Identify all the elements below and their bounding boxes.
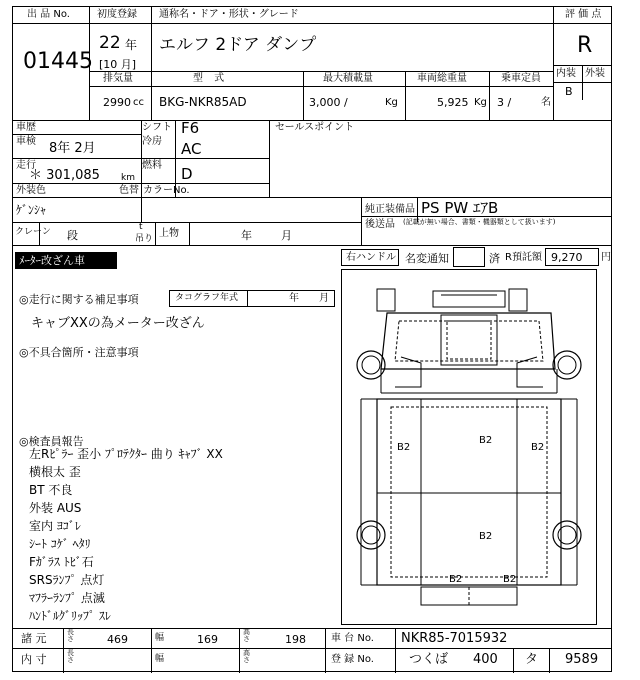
damage-mark: B2	[531, 442, 545, 453]
rhd-label: 右ハンドル	[346, 252, 396, 263]
lot-number: 01445	[23, 49, 93, 74]
history-label: 車歴	[16, 122, 36, 133]
deposit-label: R預託額	[505, 252, 542, 263]
reg-area: つくば	[409, 652, 449, 667]
rule	[553, 100, 554, 120]
inner-length-label: 長さ	[67, 649, 74, 665]
height-value: 198	[285, 633, 306, 646]
rule	[303, 71, 304, 120]
inspection-value: 8年 2月	[49, 141, 96, 156]
rule	[553, 82, 611, 83]
chassis-label: 車 台 No.	[331, 633, 374, 644]
rule	[553, 23, 611, 24]
inspector-line: ｼｰﾄ ｺｹﾞ ﾍﾀﾘ	[29, 537, 91, 551]
rule	[13, 158, 269, 159]
rule	[13, 23, 553, 24]
fuel-value: D	[181, 165, 193, 183]
rule	[239, 628, 240, 673]
capacity-label: 乗車定員	[501, 73, 541, 84]
rule	[247, 290, 248, 307]
rule	[63, 628, 64, 673]
ext-color-label: 外装色	[16, 185, 46, 196]
rule	[361, 216, 611, 217]
name-change-label: 名変通知	[405, 252, 449, 265]
name-change-box	[453, 247, 485, 267]
inspection-label: 車検	[16, 136, 36, 147]
inspector-line: SRSﾗﾝﾌﾟ 点灯	[29, 573, 105, 587]
deposit-prefix: 済	[489, 252, 500, 265]
reg-label: 登 録 No.	[331, 654, 374, 665]
fuel-label: 燃料	[142, 160, 162, 171]
crane-stage: 段	[67, 229, 78, 242]
equipment-label: 純正装備品	[365, 204, 415, 215]
crane-ton: t	[139, 222, 143, 232]
capacity-value: 3 /	[497, 96, 512, 109]
rule	[405, 71, 406, 120]
ext-color-value: ｹﾞﾝｼｬ	[16, 203, 47, 217]
damage-mark: B2	[397, 442, 411, 453]
rule	[13, 628, 611, 629]
rule	[361, 197, 362, 245]
inspector-heading: ◎検査員報告	[19, 435, 84, 448]
inspector-line: ﾏﾌﾗｰﾗﾝﾌﾟ 点滅	[29, 591, 105, 605]
color-change-label: 色替	[119, 185, 139, 196]
inspector-line: Fｶﾞﾗｽ ﾄﾋﾞ石	[29, 555, 94, 569]
inspector-line: 室内 ﾖｺﾞﾚ	[29, 519, 81, 533]
car-name: エルフ 2ドア ダンプ	[159, 35, 317, 55]
interior-grade: B	[565, 85, 573, 98]
rule	[13, 197, 611, 198]
upper-month: 月	[281, 229, 292, 242]
first-reg-month: [10 月]	[99, 58, 137, 71]
displacement-label: 排気量	[103, 73, 133, 84]
exterior-label: 外装	[585, 68, 605, 79]
rule	[89, 71, 553, 72]
max-load-label: 最大積載量	[323, 73, 373, 84]
equipment-value: PS PW ｴｱB	[421, 199, 499, 217]
defects-heading: ◎不具合箇所・注意事項	[19, 346, 139, 359]
displacement-unit: cc	[133, 97, 144, 108]
first-reg-label: 初度登録	[97, 9, 137, 20]
upper-year: 年	[241, 229, 252, 242]
rule	[151, 71, 152, 120]
rule	[151, 628, 152, 673]
rule	[269, 120, 270, 197]
shift-label: シフト	[142, 122, 172, 133]
auction-sheet	[12, 6, 612, 672]
gross-weight-unit: Kg	[474, 97, 487, 108]
deposit-unit: 円	[601, 252, 611, 263]
rule	[513, 648, 514, 673]
driving-note: キャブXXの為メーター改ざん	[31, 316, 205, 331]
length-value: 469	[107, 633, 128, 646]
mileage-label: 走行	[16, 160, 36, 171]
rating-value: R	[577, 33, 593, 58]
shift-value: F6	[181, 119, 200, 137]
width-label: 幅	[155, 633, 165, 643]
height-label: 高さ	[243, 628, 250, 644]
first-reg-year-unit: 年	[125, 38, 138, 52]
meter-tampered-banner: ﾒｰﾀｰ改ざん車	[15, 252, 117, 269]
inspector-line: ﾊﾝﾄﾞﾙｸﾞﾘｯﾌﾟ ｽﾚ	[29, 609, 111, 623]
rule	[89, 86, 553, 87]
rule	[13, 222, 361, 223]
crane-hang: 吊り	[135, 234, 154, 244]
inner-width-label: 幅	[155, 654, 165, 664]
model-code-label: 型 式	[193, 73, 229, 84]
rating-label: 評 価 点	[565, 9, 602, 20]
rule	[553, 7, 554, 100]
damage-mark: B2	[503, 574, 517, 585]
rule	[151, 7, 152, 23]
inner-height-label: 高さ	[243, 649, 250, 665]
reg-number: 9589	[565, 652, 599, 667]
inspector-line: BT 不良	[29, 483, 73, 497]
max-load-unit: Kg	[385, 97, 398, 108]
aftermarket-note: (記載が無い場合、書類・機器類として扱います)	[403, 218, 556, 226]
tacho-month: 月	[319, 293, 329, 304]
driving-heading: ◎走行に関する補足事項	[19, 293, 139, 306]
length-label: 長さ	[67, 628, 74, 644]
damage-mark: B2	[449, 574, 463, 585]
interior-label: 内装	[556, 68, 576, 79]
ac-value: AC	[181, 140, 202, 158]
max-load-value: 3,000 /	[309, 96, 348, 109]
model-name-label: 通称名・ドア・形状・グレード	[159, 9, 299, 20]
mileage-unit: km	[121, 173, 135, 183]
inspector-line: 横根太 歪	[29, 465, 81, 479]
displacement-value: 2990	[103, 96, 131, 109]
gross-weight-value: 5,925	[437, 96, 469, 109]
rule	[13, 134, 141, 135]
damage-diagram	[341, 269, 597, 625]
rule	[549, 648, 550, 673]
aftermarket-label: 後送品	[365, 219, 395, 230]
deposit-value: 9,270	[551, 251, 583, 264]
color-code-label: カラーNo.	[143, 185, 190, 196]
model-code-value: BKG-NKR85AD	[159, 95, 247, 109]
rule	[13, 120, 611, 121]
inner-label: 内 寸	[21, 653, 47, 666]
upper-label: 上物	[159, 228, 179, 239]
rule	[395, 628, 396, 673]
damage-mark: B2	[479, 435, 493, 446]
ac-label: 冷房	[142, 136, 162, 147]
gross-weight-label: 車両総重量	[417, 73, 467, 84]
width-value: 169	[197, 633, 218, 646]
first-reg-year: 22	[99, 33, 121, 53]
inspector-line: 外装 AUS	[29, 501, 82, 515]
rule	[155, 222, 156, 245]
tacho-year: 年	[289, 293, 299, 304]
rule	[325, 628, 326, 673]
inspector-line: 左Rﾋﾟﾗｰ 歪小 ﾌﾟﾛﾃｸﾀｰ 曲り ｷｬﾌﾞ XX	[29, 447, 223, 461]
rule	[13, 245, 611, 246]
specs-label: 諸 元	[21, 632, 47, 645]
reg-kana: タ	[525, 652, 539, 667]
rule	[151, 23, 152, 71]
sales-point-label: セールスポイント	[275, 122, 355, 133]
chassis-value: NKR85-7015932	[401, 631, 508, 646]
tacho-label: タコグラフ年式	[175, 293, 239, 303]
capacity-unit: 名	[541, 97, 551, 108]
reg-class: 400	[473, 652, 498, 667]
rule	[13, 648, 611, 649]
rule	[489, 71, 490, 120]
lot-no-label: 出 品 No.	[27, 9, 70, 20]
rule	[141, 183, 142, 222]
damage-mark: B2	[479, 531, 493, 542]
mileage-value: ＊ 301,085	[29, 168, 100, 183]
crane-label: クレーン	[15, 227, 51, 237]
rule	[189, 222, 190, 245]
